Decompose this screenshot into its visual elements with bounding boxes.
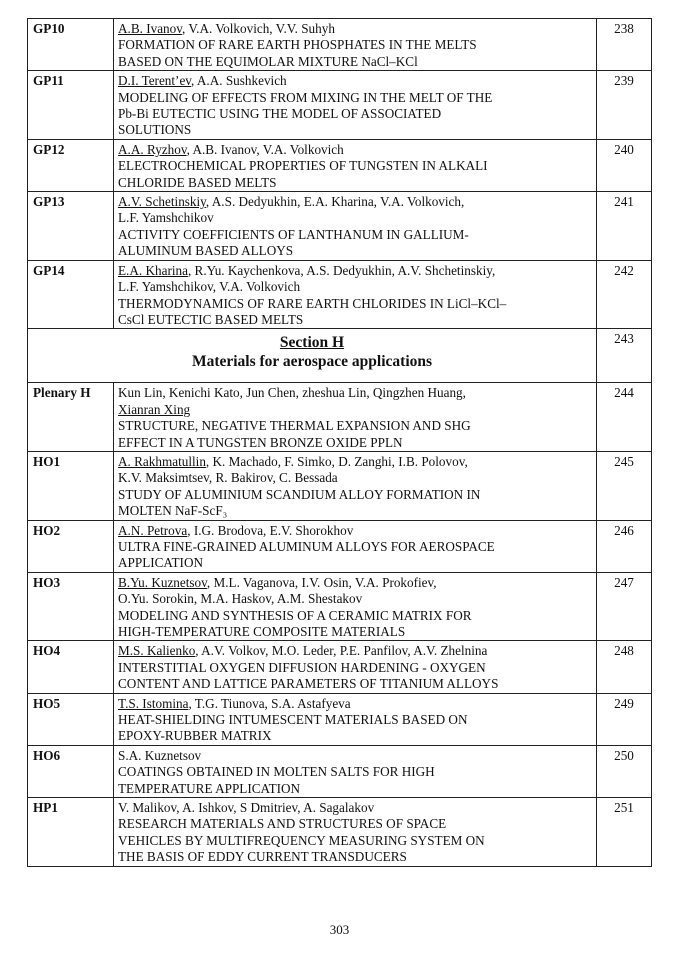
entry-page: 241: [597, 192, 652, 261]
section-row: [28, 329, 652, 383]
entry-authors: [118, 210, 592, 226]
entry-content: [114, 383, 597, 452]
section-heading-cell: [28, 329, 597, 383]
entry-content: [114, 139, 597, 191]
entry-authors-text: , I.G. Brodova, E.V. Shorokhov: [187, 522, 354, 538]
entry-title-line: MODELING AND SYNTHESIS OF A CERAMIC MATRIX FOR: [118, 607, 472, 623]
entry-page: 242: [597, 260, 652, 329]
entry-content: [114, 451, 597, 520]
toc-entry-row: [28, 19, 652, 71]
entry-authors-text: O.Yu. Sorokin, M.A. Haskov, A.M. Shestakov: [118, 591, 363, 607]
entry-authors-text: , T.G. Tiunova, S.A. Astafyeva: [188, 695, 351, 711]
entry-authors-text: K.V. Maksimtsev, R. Bakirov, C. Bessada: [118, 470, 338, 486]
toc-entry-row: [28, 451, 652, 520]
entry-title-line: THE BASIS OF EDDY CURRENT TRANSDUCERS: [118, 849, 407, 865]
entry-presenter: A. Rakhmatullin: [118, 453, 206, 469]
entry-authors-text: , V.A. Volkovich, V.V. Suhyh: [181, 21, 335, 36]
entry-title-line: SOLUTIONS: [118, 122, 192, 138]
entry-content: [114, 71, 597, 140]
table-of-contents: [27, 18, 652, 867]
plenary-row: [28, 383, 652, 452]
entry-code: GP14: [28, 260, 114, 329]
entry-authors: [118, 748, 592, 764]
toc-entry-row: [28, 192, 652, 261]
entry-authors: [118, 643, 592, 659]
entry-content: [114, 745, 597, 797]
entry-authors-text: , A.A. Sushkevich: [191, 73, 287, 89]
entry-presenter: A.B. Ivanov: [118, 21, 182, 36]
entry-authors: [118, 454, 592, 470]
entry-code: GP12: [28, 139, 114, 191]
entry-presenter: B.Yu. Kuznetsov: [118, 574, 207, 590]
entry-presenter: Xianran Xing: [118, 401, 191, 417]
section-page-number: 243: [597, 329, 652, 383]
entry-title-line: CHLORIDE BASED MELTS: [118, 174, 277, 190]
section-header-body: [28, 329, 652, 452]
entry-title-line: EPOXY-RUBBER MATRIX: [118, 728, 272, 744]
page-number: 303: [329, 922, 350, 937]
entry-content: [114, 192, 597, 261]
entry-authors: [118, 470, 592, 486]
entry-content: [114, 641, 597, 693]
entry-authors-text: V. Malikov, A. Ishkov, S Dmitriev, A. Sagalakov: [118, 800, 375, 816]
entry-title-line: ULTRA FINE-GRAINED ALUMINUM ALLOYS FOR AEROSPACE: [118, 538, 495, 554]
entry-page: 246: [597, 520, 652, 572]
entry-authors-text: L.F. Yamshchikov, V.A. Volkovich: [118, 279, 301, 295]
entry-authors-text: , A.S. Dedyukhin, E.A. Kharina, V.A. Volkovich,: [205, 194, 465, 210]
entry-code: GP10: [28, 19, 114, 71]
entry-authors: [118, 279, 592, 295]
entry-page: 238: [597, 19, 652, 71]
entry-title-line: BASED ON THE EQUIMOLAR MIXTURE NaCl–KCl: [118, 53, 418, 69]
section-name: Materials for aerospace applications: [191, 353, 433, 371]
entry-page: 239: [597, 71, 652, 140]
entry-content: [114, 260, 597, 329]
entry-title-line: HIGH-TEMPERATURE COMPOSITE MATERIALS: [118, 624, 406, 639]
entry-presenter: E.A. Kharina: [118, 262, 188, 278]
entry-title-line: CONTENT AND LATTICE PARAMETERS OF TITANIUM ALLOYS: [118, 676, 499, 692]
toc-entry-row: [28, 139, 652, 191]
entry-presenter: M.S. Kalienko: [118, 643, 196, 659]
entry-code: HO4: [28, 641, 114, 693]
toc-entry-row: [28, 260, 652, 329]
entry-authors-text: L.F. Yamshchikov: [118, 210, 214, 226]
toc-entry-row: [28, 520, 652, 572]
entry-page: 245: [597, 451, 652, 520]
section-label: Section H: [279, 334, 345, 352]
entry-authors-text: S.A. Kuznetsov: [118, 747, 202, 763]
entry-code: HO3: [28, 572, 114, 641]
entry-title-line: ALUMINUM BASED ALLOYS: [118, 243, 294, 259]
entry-presenter: D.I. Terent’ev: [118, 73, 192, 89]
entry-code: GP13: [28, 192, 114, 261]
entry-page: 251: [597, 798, 652, 867]
entry-title-line: ACTIVITY COEFFICIENTS OF LANTHANUM IN GALLIUM-: [118, 226, 469, 242]
entry-code: HO2: [28, 520, 114, 572]
toc-entry-row: [28, 693, 652, 745]
entry-code: HO1: [28, 451, 114, 520]
entry-title-line: EFFECT IN A TUNGSTEN BRONZE OXIDE PPLN: [118, 434, 403, 450]
toc-body-bottom: [28, 451, 652, 866]
entry-presenter: A.V. Schetinskiy: [118, 194, 206, 210]
entry-title-line: THERMODYNAMICS OF RARE EARTH CHLORIDES IN LiCl–KCl–: [118, 295, 507, 311]
entry-authors: Kun Lin, Kenichi Kato, Jun Chen, zheshua Lin, Qingzhen Huang,: [118, 385, 466, 401]
entry-content: [114, 798, 597, 867]
entry-content: [114, 693, 597, 745]
entry-content: [114, 572, 597, 641]
entry-title-line: VEHICLES BY MULTIFREQUENCY MEASURING SYSTEM ON: [118, 832, 485, 848]
entry-authors: [118, 21, 592, 37]
entry-title-line: STRUCTURE, NEGATIVE THERMAL EXPANSION AND SHG: [118, 418, 471, 434]
entry-page: 249: [597, 693, 652, 745]
entry-content: [114, 19, 597, 71]
entry-title-line: MODELING OF EFFECTS FROM MIXING IN THE MELT OF THE: [118, 89, 493, 105]
entry-authors: [118, 591, 592, 607]
entry-title-line: ELECTROCHEMICAL PROPERTIES OF TUNGSTEN IN ALKALI: [118, 158, 488, 174]
entry-code: HP1: [28, 798, 114, 867]
entry-authors: [118, 142, 592, 158]
entry-page: 247: [597, 572, 652, 641]
entry-authors: [118, 73, 592, 89]
entry-title-line: RESEARCH MATERIALS AND STRUCTURES OF SPACE: [118, 816, 447, 832]
entry-code: HO6: [28, 745, 114, 797]
toc-entry-row: [28, 745, 652, 797]
entry-page: 250: [597, 745, 652, 797]
entry-authors-text: , A.B. Ivanov, V.A. Volkovich: [186, 141, 344, 157]
entry-presenter: T.S. Istomina: [118, 695, 189, 711]
toc-entry-row: [28, 798, 652, 867]
entry-title-line: CsCl EUTECTIC BASED MELTS: [118, 311, 304, 327]
entry-title-line: COATINGS OBTAINED IN MOLTEN SALTS FOR HIGH: [118, 764, 435, 780]
entry-page: 240: [597, 139, 652, 191]
entry-code: Plenary H: [28, 383, 114, 452]
entry-code: GP11: [28, 71, 114, 140]
entry-authors: [118, 263, 592, 279]
entry-authors: [118, 800, 592, 816]
entry-title-line: TEMPERATURE APPLICATION: [118, 780, 301, 796]
entry-presenter: A.N. Petrova: [118, 522, 188, 538]
toc-entry-row: [28, 641, 652, 693]
entry-title-line: HEAT-SHIELDING INTUMESCENT MATERIALS BASED ON: [118, 712, 468, 728]
entry-authors: [118, 523, 592, 539]
toc-entry-row: [28, 572, 652, 641]
entry-authors: [118, 696, 592, 712]
entry-title-line: FORMATION OF RARE EARTH PHOSPHATES IN THE MELTS: [118, 37, 477, 53]
entry-authors-text: , M.L. Vaganova, I.V. Osin, V.A. Prokofiev,: [206, 574, 437, 590]
toc-entry-row: [28, 71, 652, 140]
entry-authors-cont: [118, 402, 592, 418]
entry-content: [114, 520, 597, 572]
entry-code: HO5: [28, 693, 114, 745]
entry-authors-text: , R.Yu. Kaychenkova, A.S. Dedyukhin, A.V. Shchetinskiy,: [187, 262, 496, 278]
entry-title-line: MOLTEN NaF-ScF₃: [118, 503, 228, 519]
entry-presenter: A.A. Ryzhov: [118, 141, 187, 157]
toc-body-top: [28, 19, 652, 329]
entry-title-line: STUDY OF ALUMINIUM SCANDIUM ALLOY FORMATION IN: [118, 486, 481, 502]
entry-page: 248: [597, 641, 652, 693]
entry-authors: [118, 575, 592, 591]
entry-authors-text: , A.V. Volkov, M.O. Leder, P.E. Panfilov, A.V. Zhelnina: [195, 643, 488, 659]
entry-authors-text: , K. Machado, F. Simko, D. Zanghi, I.B. Polovov,: [205, 453, 468, 469]
entry-title-line: Pb-Bi EUTECTIC USING THE MODEL OF ASSOCIATED: [118, 106, 442, 122]
entry-authors: [118, 194, 592, 210]
entry-page: 244: [597, 383, 652, 452]
entry-title-line: APPLICATION: [118, 555, 203, 571]
entry-title-line: INTERSTITIAL OXYGEN DIFFUSION HARDENING - OXYGEN: [118, 659, 486, 675]
